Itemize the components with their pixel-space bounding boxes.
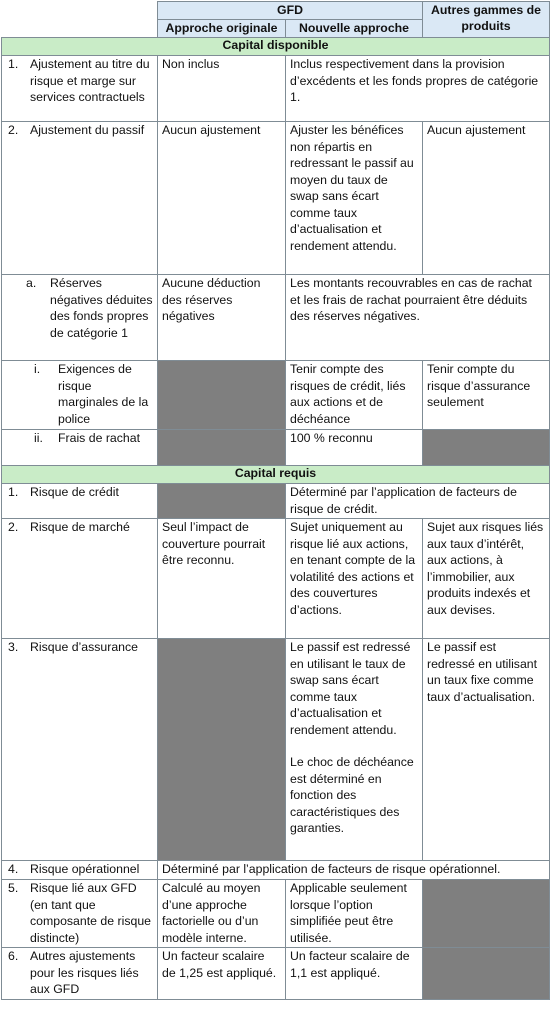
cell-nouvelle: Sujet uniquement au risque lié aux actions, en tenant compte de la volatilité des actions et des couvertures d’actions. <box>286 519 423 639</box>
cell-autres: Le passif est redressé en utilisant un taux fixe comme taux d’actualisation. <box>423 639 550 861</box>
cell-shaded <box>423 948 550 1000</box>
header-gfd: GFD <box>158 2 423 20</box>
table-row <box>2 880 550 948</box>
table-row <box>2 948 550 1000</box>
table-row <box>2 275 550 361</box>
cell-autres: Sujet aux risques liés aux taux d’intérêt, aux actions, à l’immobilier, aux produits indexés et aux devises. <box>423 519 550 639</box>
cell-nouvelle-para-1: Le passif est redressé en utilisant le taux de swap sans écart comme taux d’actualisation et rendement attendu. <box>290 640 411 737</box>
cell-merged: Les montants recouvrables en cas de rachat et les frais de rachat pourraient être déduits des réserves négatives. <box>286 275 550 361</box>
cell-nouvelle <box>286 639 423 861</box>
cell-nouvelle: Tenir compte des risques de crédit, liés aux actions et de déchéance <box>286 361 423 430</box>
header-original: Approche originale <box>158 20 286 38</box>
row-label <box>2 861 158 880</box>
row-label-text: Ajustement au titre du risque et marge sur services contractuels <box>30 57 150 104</box>
row-label-text: Autres ajustements pour les risques liés aux GFD <box>30 949 139 996</box>
cell-autres: Tenir compte du risque d’assurance seulement <box>423 361 550 430</box>
section-capital-disponible: Capital disponible <box>2 38 550 56</box>
row-label-text: Risque lié aux GFD (en tant que composante de risque distincte) <box>30 881 151 945</box>
row-number: 1. <box>8 57 19 71</box>
cell-merged: Inclus respectivement dans la provision d’excédents et les fonds propres de catégorie 1. <box>286 56 550 122</box>
row-label <box>2 948 158 1000</box>
cell-nouvelle: Un facteur scalaire de 1,1 est appliqué. <box>286 948 423 1000</box>
row-label-text: Réserves négatives déduites des fonds propres de catégorie 1 <box>50 276 153 340</box>
cell-merged: Déterminé par l’application de facteurs de risque opérationnel. <box>158 861 550 880</box>
header-blank-cell <box>2 2 158 38</box>
row-number: 6. <box>8 949 19 963</box>
row-number: ii. <box>34 431 43 445</box>
row-label-text: Risque de crédit <box>30 485 119 499</box>
table-row <box>2 430 550 466</box>
table-row <box>2 56 550 122</box>
row-number: i. <box>34 362 41 376</box>
cell-shaded <box>423 430 550 466</box>
row-label <box>2 122 158 275</box>
row-label-text: Exigences de risque marginales de la police <box>58 362 149 426</box>
cell-shaded <box>423 880 550 948</box>
row-label-text: Risque de marché <box>30 520 130 534</box>
row-label <box>2 275 158 361</box>
table-row <box>2 361 550 430</box>
header-autres: Autres gammes de produits <box>423 2 550 38</box>
cell-shaded <box>158 361 286 430</box>
cell-merged: Déterminé par l’application de facteurs de risque de crédit. <box>286 484 550 519</box>
table-row <box>2 519 550 639</box>
row-number: 1. <box>8 485 19 499</box>
row-number: 2. <box>8 520 19 534</box>
cell-nouvelle: Applicable seulement lorsque l’option simplifiée peut être utilisée. <box>286 880 423 948</box>
header-nouvelle: Nouvelle approche <box>286 20 423 38</box>
row-number: 4. <box>8 862 19 876</box>
row-label-text: Risque d’assurance <box>30 640 139 654</box>
row-label <box>2 430 158 466</box>
paragraph-gap <box>290 738 418 754</box>
row-label <box>2 880 158 948</box>
cell-original: Calculé au moyen d’une approche factorielle ou d’un modèle interne. <box>158 880 286 948</box>
comparison-table <box>1 1 550 1000</box>
row-number: 5. <box>8 881 19 895</box>
cell-original: Un facteur scalaire de 1,25 est appliqué. <box>158 948 286 1000</box>
cell-shaded <box>158 430 286 466</box>
cell-shaded <box>158 639 286 861</box>
row-number: a. <box>26 276 37 290</box>
row-label <box>2 484 158 519</box>
table-row <box>2 122 550 275</box>
row-number: 2. <box>8 123 19 137</box>
table-row <box>2 861 550 880</box>
row-label-text: Ajustement du passif <box>30 123 145 137</box>
cell-original: Aucune déduction des réserves négatives <box>158 275 286 361</box>
cell-original: Seul l’impact de couverture pourrait être reconnu. <box>158 519 286 639</box>
cell-nouvelle-para-2: Le choc de déchéance est déterminé en fonction des caractéristiques des garanties. <box>290 755 414 835</box>
cell-nouvelle: 100 % reconnu <box>286 430 423 466</box>
row-label <box>2 639 158 861</box>
row-label <box>2 56 158 122</box>
cell-shaded <box>158 484 286 519</box>
row-label-text: Risque opérationnel <box>30 862 140 876</box>
row-label <box>2 361 158 430</box>
row-label <box>2 519 158 639</box>
cell-original: Aucun ajustement <box>158 122 286 275</box>
table-row <box>2 484 550 519</box>
cell-autres: Aucun ajustement <box>423 122 550 275</box>
section-capital-requis: Capital requis <box>2 466 550 484</box>
table-row <box>2 639 550 861</box>
row-label-text: Frais de rachat <box>58 431 141 445</box>
cell-original: Non inclus <box>158 56 286 122</box>
cell-nouvelle: Ajuster les bénéfices non répartis en redressant le passif au moyen du taux de swap sans écart comme taux d’actualisation et rendement attendu. <box>286 122 423 275</box>
row-number: 3. <box>8 640 19 654</box>
